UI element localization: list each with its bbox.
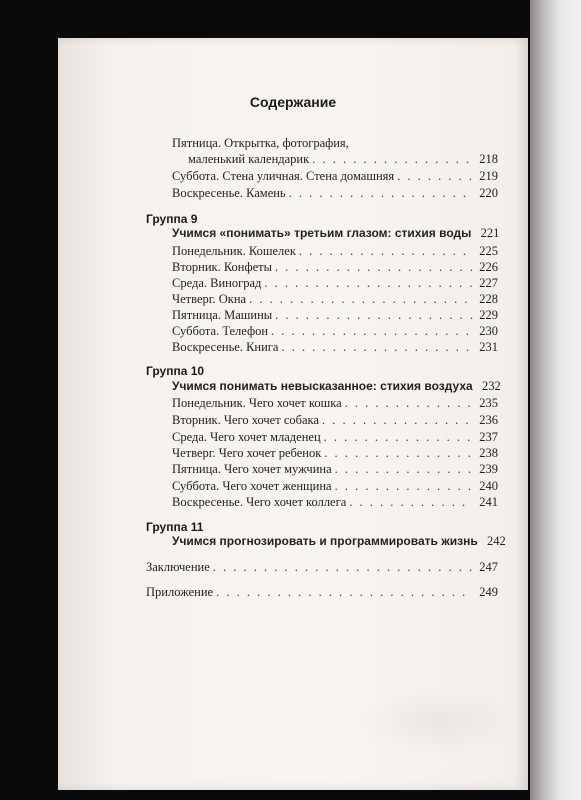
leader-dots <box>264 276 473 291</box>
toc-entry <box>172 324 498 339</box>
toc-entry <box>172 446 498 461</box>
toc-topic-entry <box>172 379 501 394</box>
toc-page-number: 236 <box>479 413 498 427</box>
toc-page-number: 221 <box>480 226 500 240</box>
toc-entry <box>172 495 498 510</box>
toc-entry-label: Воскресенье. Чего хочет коллега <box>172 495 347 509</box>
leader-dots <box>281 340 473 355</box>
toc-entry <box>172 396 498 411</box>
group-heading: Группа 9 <box>146 212 198 226</box>
toc-page-number: 241 <box>479 495 498 509</box>
toc-entry-label: Приложение <box>146 585 214 599</box>
toc-entry <box>172 169 498 184</box>
adjacent-page-edge <box>530 0 581 800</box>
toc-entry <box>172 260 498 275</box>
leader-dots <box>397 169 473 184</box>
toc-page-number: 231 <box>479 340 498 354</box>
leader-dots <box>349 495 473 510</box>
toc-page-number: 218 <box>479 152 498 166</box>
leader-dots <box>345 396 473 411</box>
leader-dots <box>289 186 473 201</box>
toc-entry <box>172 340 498 355</box>
toc-entry-label: Среда. Виноград <box>172 276 262 290</box>
book-page <box>58 38 528 790</box>
toc-entry-label: Понедельник. Кошелек <box>172 244 296 258</box>
toc-entry <box>172 292 498 307</box>
toc-page-number: 225 <box>479 244 498 258</box>
toc-topic-entry <box>172 534 506 549</box>
leader-dots <box>324 446 473 461</box>
toc-entry <box>172 430 498 445</box>
toc-page-number: 229 <box>479 308 498 322</box>
toc-page-number: 228 <box>479 292 498 306</box>
toc-page-number: 227 <box>479 276 498 290</box>
toc-entry-continued-line1: Пятница. Открытка, фотография, <box>172 136 349 150</box>
leader-dots <box>335 462 473 477</box>
toc-page-number: 220 <box>479 186 498 200</box>
leader-dots <box>271 324 473 339</box>
toc-page-number: 240 <box>479 479 498 493</box>
toc-page-number: 247 <box>479 560 498 574</box>
toc-entry-conclusion <box>146 560 498 575</box>
leader-dots <box>249 292 473 307</box>
toc-entry-label: Четверг. Окна <box>172 292 247 306</box>
leader-dots <box>216 585 473 600</box>
leader-dots <box>335 479 473 494</box>
toc-entry-label: Понедельник. Чего хочет кошка <box>172 396 342 410</box>
toc-entry-label: Воскресенье. Книга <box>172 340 279 354</box>
toc-entry-label: Суббота. Стена уличная. Стена домашняя <box>172 169 395 183</box>
toc-topic-label: Учимся понимать невысказанное: стихия воздуха <box>172 379 473 393</box>
toc-page-number: 249 <box>479 585 498 599</box>
toc-entry-label: маленький календарик <box>188 152 310 166</box>
toc-entry <box>188 152 498 167</box>
toc-entry <box>172 276 498 291</box>
toc-entry <box>172 244 498 259</box>
toc-entry-label: Среда. Чего хочет младенец <box>172 430 321 444</box>
toc-page-number: 237 <box>479 430 498 444</box>
leader-dots <box>324 430 473 445</box>
toc-topic-label: Учимся прогнозировать и программировать жизнь <box>172 534 478 548</box>
page-title: Содержание <box>249 94 337 110</box>
toc-page-number: 232 <box>481 379 501 393</box>
toc-entry-label: Пятница. Чего хочет мужчина <box>172 462 332 476</box>
toc-entry-label: Четверг. Чего хочет ребенок <box>172 446 322 460</box>
toc-topic-entry <box>172 226 498 241</box>
toc-entry-label: Заключение <box>146 560 210 574</box>
toc-page-number: 226 <box>479 260 498 274</box>
leader-dots <box>322 413 473 428</box>
leader-dots <box>275 308 473 323</box>
toc-page-number: 239 <box>479 462 498 476</box>
toc-entry <box>172 308 498 323</box>
toc-entry <box>172 462 498 477</box>
leader-dots <box>275 260 473 275</box>
toc-entry-label: Вторник. Конфеты <box>172 260 272 274</box>
toc-entry-label: Суббота. Чего хочет женщина <box>172 479 332 493</box>
group-heading: Группа 10 <box>146 364 205 378</box>
leader-dots <box>312 152 473 167</box>
toc-entry-appendix <box>146 585 498 600</box>
toc-page-number: 235 <box>479 396 498 410</box>
toc-entry-label: Суббота. Телефон <box>172 324 269 338</box>
toc-topic-label: Учимся «понимать» третьим глазом: стихия воды <box>172 226 472 240</box>
toc-entry <box>172 479 498 494</box>
leader-dots <box>299 244 473 259</box>
toc-entry-label: Воскресенье. Камень <box>172 186 286 200</box>
toc-entry <box>172 186 498 201</box>
toc-page-number: 238 <box>479 446 498 460</box>
toc-page-number: 242 <box>486 534 506 548</box>
group-heading: Группа 11 <box>146 520 204 534</box>
toc-page-number: 219 <box>479 169 498 183</box>
bleed-through-smudge <box>358 686 518 756</box>
toc-entry <box>172 413 498 428</box>
toc-entry-label: Пятница. Машины <box>172 308 273 322</box>
toc-entry-label: Вторник. Чего хочет собака <box>172 413 319 427</box>
leader-dots <box>213 560 473 575</box>
toc-page-number: 230 <box>479 324 498 338</box>
